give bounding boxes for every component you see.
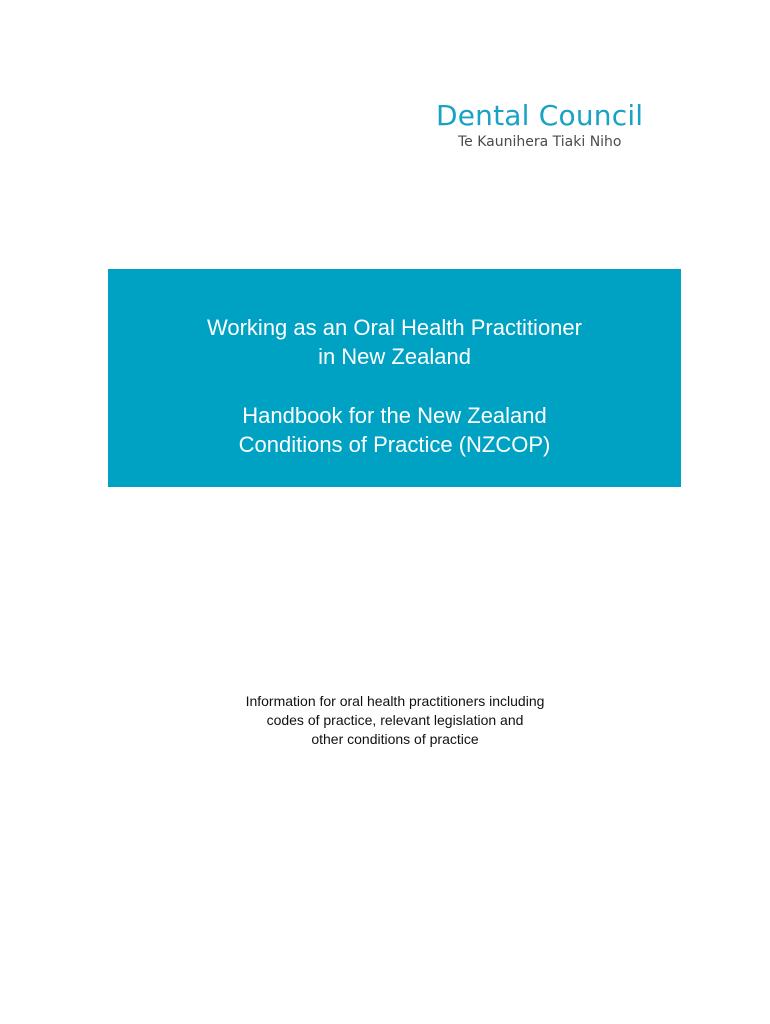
- dental-council-logo: [420, 98, 670, 150]
- subtitle-line: Conditions of Practice (NZCOP): [238, 432, 551, 457]
- title-line: Working as an Oral Health Practitioner: [207, 315, 582, 340]
- logo-subtitle: Te Kaunihera Tiaki Niho: [458, 134, 622, 150]
- logo-name: Dental Council: [436, 99, 644, 132]
- title-line: in New Zealand: [318, 344, 471, 369]
- info-line: Information for oral health practitioners including: [245, 693, 545, 709]
- info-line: other conditions of practice: [311, 731, 479, 747]
- document-title: [108, 313, 681, 371]
- document-subtitle: [108, 401, 681, 459]
- info-line: codes of practice, relevant legislation and: [266, 712, 524, 728]
- subtitle-line: Handbook for the New Zealand: [242, 403, 547, 428]
- information-text: [195, 692, 595, 749]
- title-box: [108, 269, 681, 487]
